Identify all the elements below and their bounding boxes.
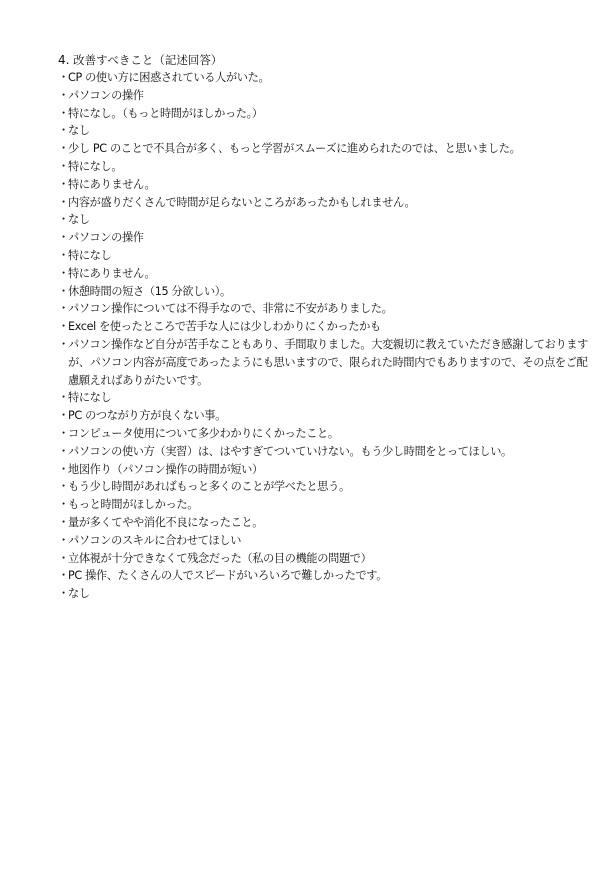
bullet-mark: ・ (58, 515, 69, 529)
bullet-mark: ・ (58, 409, 69, 423)
list-item-text: CP の使い方に困惑されている人がいた。 (68, 71, 270, 84)
bullet-mark: ・ (58, 569, 69, 583)
list-item-text: パソコン操作など自分が苦手なこともあり、手間取りました。大変親切に教えていただき感謝しておりますが、パソコン内容が高度であったようにも思いますので、限られた時間内でもありますので、その点をご配慮願えればありがたいです。 (68, 337, 588, 387)
bullet-mark: ・ (58, 498, 69, 512)
list-item-text: パソコンの使い方（実習）は、はやすぎてついていけない。もう少し時間をとってほしい。 (68, 444, 512, 458)
list-item-text: Excel を使ったところで苦手な人には少しわかりにくかったかも (68, 320, 381, 334)
list-item (57, 425, 597, 443)
list-item (57, 265, 597, 283)
list-item (57, 567, 597, 585)
list-item (57, 496, 597, 514)
list-item-text: 内容が盛りだくさんで時間が足らないところがあったかもしれません。 (68, 195, 416, 209)
bullet-mark: ・ (58, 248, 69, 262)
list-item (57, 229, 597, 247)
list-item-text: 特になし。（もっと時間がほしかった。） (68, 106, 263, 120)
list-item-text: 特にありません。 (68, 266, 156, 280)
list-item-text: なし (68, 213, 90, 227)
bullet-mark: ・ (58, 320, 69, 334)
list-item-text: パソコン操作については不得手なので、非常に不安がありました。 (68, 302, 393, 316)
list-item (57, 69, 597, 87)
bullet-mark: ・ (58, 195, 69, 209)
list-item (57, 407, 597, 425)
list-item (57, 176, 597, 194)
list-item (57, 585, 597, 603)
bullet-mark: ・ (58, 177, 69, 191)
list-item (57, 158, 597, 176)
bullet-mark: ・ (58, 88, 69, 102)
list-item (57, 550, 597, 568)
list-item-text: 特になし (68, 391, 112, 405)
bullet-mark: ・ (58, 426, 69, 440)
list-item-text: 休憩時間の短さ（15 分欲しい）。 (68, 284, 231, 298)
bullet-mark: ・ (58, 106, 69, 120)
document-page (57, 52, 597, 603)
list-item-text: 特にありません。 (68, 177, 156, 191)
list-item (57, 211, 597, 229)
bullet-mark: ・ (58, 337, 69, 351)
bullet-mark: ・ (58, 231, 69, 245)
list-item (57, 122, 597, 140)
list-item-text: なし (68, 124, 90, 138)
list-item-text: 地図作り（パソコン操作の時間が短い） (68, 462, 263, 476)
list-item (57, 140, 597, 158)
list-item (57, 443, 597, 461)
list-item-text: PC のつながり方が良くない事。 (68, 409, 226, 423)
list-item-text: 少し PC のことで不具合が多く、もっと学習がスムーズに進められたのでは、と思いました。 (68, 142, 521, 156)
list-item-text: コンピュータ使用について多少わかりにくかったこと。 (68, 426, 339, 440)
bullet-mark: ・ (58, 284, 69, 298)
bullet-mark: ・ (58, 551, 69, 565)
bullet-mark: ・ (58, 462, 69, 476)
list-item-text: もう少し時間があればもっと多くのことが学べたと思う。 (68, 480, 350, 494)
list-item (57, 478, 597, 496)
list-item (57, 461, 597, 479)
comment-list (57, 69, 597, 603)
list-item (57, 300, 597, 318)
section-number: 4. (58, 53, 70, 67)
bullet-mark: ・ (58, 213, 69, 227)
bullet-mark: ・ (58, 391, 69, 405)
bullet-mark: ・ (58, 124, 69, 138)
list-item-text: 量が多くてやや消化不良になったこと。 (68, 515, 264, 529)
list-item-text: パソコンのスキルに合わせてほしい (68, 533, 242, 547)
bullet-mark: ・ (58, 587, 69, 601)
section-heading (58, 52, 597, 69)
list-item (57, 283, 597, 301)
bullet-mark: ・ (58, 480, 69, 494)
list-item (57, 247, 597, 265)
bullet-mark: ・ (58, 444, 69, 458)
bullet-mark: ・ (58, 266, 69, 280)
list-item-text: 立体視が十分できなくて残念だった（私の目の機能の問題で） (68, 551, 372, 565)
list-item-text: もっと時間がほしかった。 (68, 498, 199, 512)
list-item (57, 87, 597, 105)
bullet-mark: ・ (58, 533, 69, 547)
list-item-text: パソコンの操作 (68, 88, 144, 102)
list-item (57, 532, 597, 550)
list-item-text: パソコンの操作 (68, 231, 144, 245)
list-item (57, 105, 597, 123)
bullet-mark: ・ (58, 159, 69, 173)
list-item (57, 336, 597, 389)
list-item-text: PC 操作、たくさんの人でスピードがいろいろで難しかったです。 (68, 569, 388, 583)
list-item-text: 特になし (68, 248, 112, 262)
list-item (57, 514, 597, 532)
list-item (57, 389, 597, 407)
bullet-mark: ・ (58, 142, 69, 156)
list-item-text: 特になし。 (68, 159, 123, 173)
bullet-mark: ・ (58, 302, 69, 316)
list-item (57, 194, 597, 212)
section-title: 改善すべきこと（記述回答） (73, 53, 223, 67)
bullet-mark: ・ (58, 71, 69, 84)
list-item (57, 318, 597, 336)
list-item-text: なし (68, 587, 90, 601)
